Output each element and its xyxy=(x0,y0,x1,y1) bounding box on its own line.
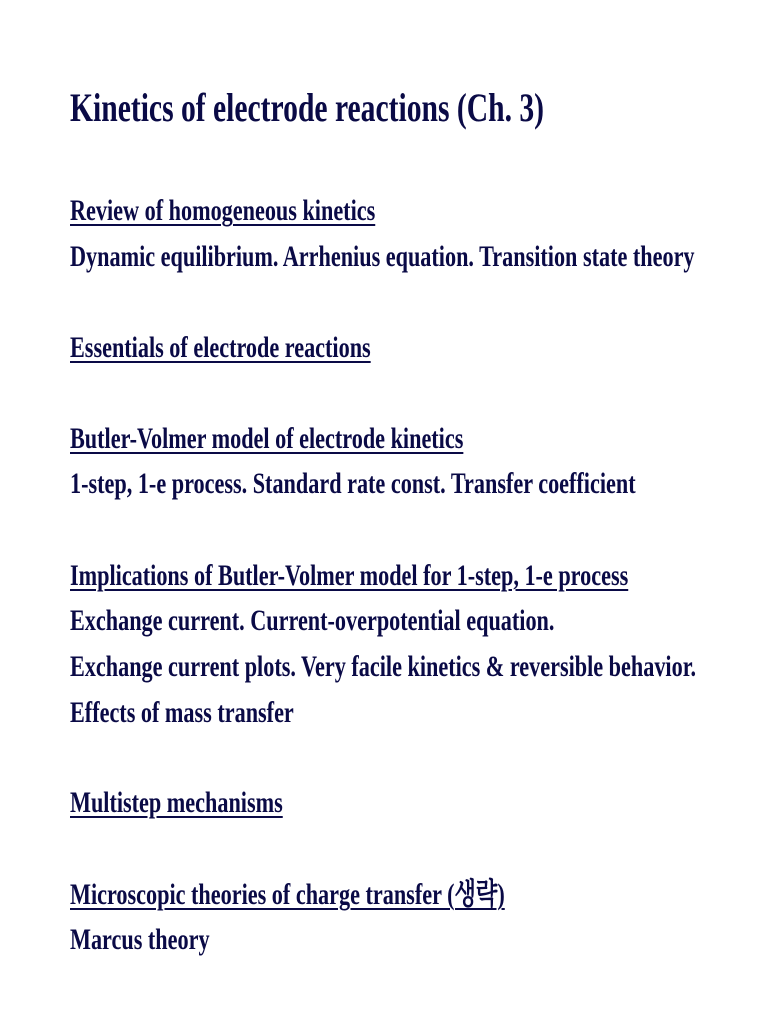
section-text-homogeneous-kinetics: Dynamic equilibrium. Arrhenius equation. Transition state theory xyxy=(70,240,695,273)
section-text-implications-3: Effects of mass transfer xyxy=(70,696,294,729)
section-heading-butler-volmer: Butler-Volmer model of electrode kinetics xyxy=(70,422,464,455)
section-heading-microscopic-theories: Microscopic theories of charge transfer (생략) xyxy=(70,878,505,911)
section-text-butler-volmer: 1-step, 1-e process. Standard rate const. Transfer coefficient xyxy=(70,467,636,500)
section-heading-homogeneous-kinetics: Review of homogeneous kinetics xyxy=(70,194,376,227)
section-text-marcus-theory: Marcus theory xyxy=(70,923,210,956)
section-text-implications-2: Exchange current plots. Very facile kinetics & reversible behavior. xyxy=(70,650,697,683)
section-text-implications-1: Exchange current. Current-overpotential equation. xyxy=(70,604,555,637)
section-heading-multistep: Multistep mechanisms xyxy=(70,786,283,819)
section-heading-implications: Implications of Butler-Volmer model for 1-step, 1-e process xyxy=(70,559,629,592)
section-heading-electrode-reactions: Essentials of electrode reactions xyxy=(70,331,371,364)
page-title: Kinetics of electrode reactions (Ch. 3) xyxy=(70,85,545,130)
